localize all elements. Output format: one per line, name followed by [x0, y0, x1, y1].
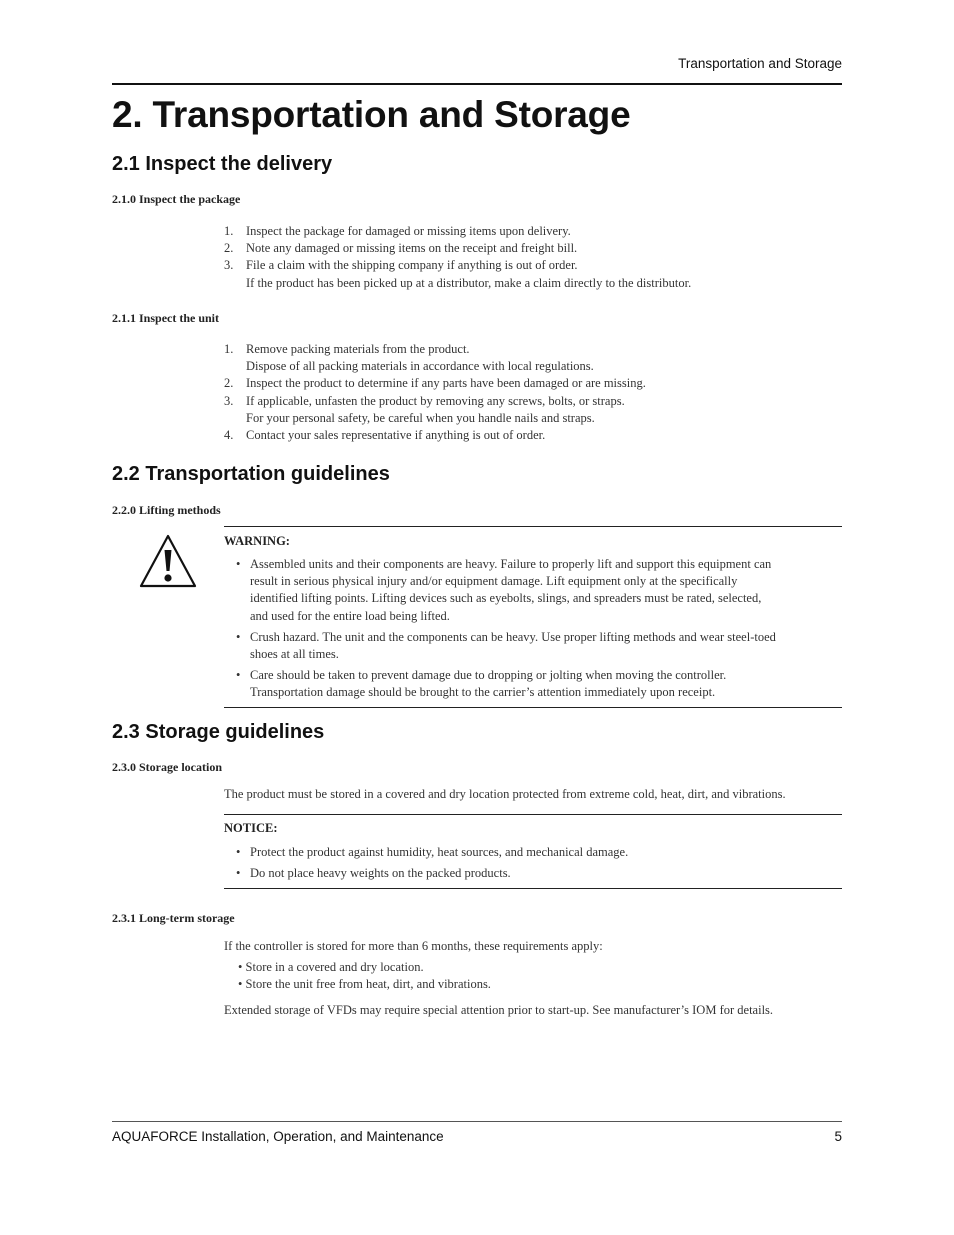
page-title: 2. Transportation and Storage: [112, 94, 631, 135]
package-inspection-steps: [224, 223, 691, 292]
list-item: 4. Contact your sales representative if anything is out of order.: [224, 428, 546, 443]
list-item: 3. If applicable, unfasten the product by removing any screws, bolts, or straps. For your personal safety, be careful when you handle nails and straps.: [224, 393, 625, 425]
notice-label: NOTICE:: [224, 821, 278, 835]
storage-location-text: The product must be stored in a covered and dry location protected from extreme cold, heat, dirt, and vibrations.: [224, 787, 786, 801]
list-item: 1. Remove packing materials from the product. Dispose of all packing materials in accordance with local regulations.: [224, 342, 594, 374]
list-item: • Assembled units and their components are heavy. Failure to properly lift and support this equipment can result in serious physical injury and/or equipment damage. Lift equipment only at the specifically identified lifting points. Lifting devices such as eyebolts, slings, and spreaders must be rated, selected, and used for the entire load being lifted.: [236, 556, 782, 625]
subsection-heading-2-2-0: 2.2.0 Lifting methods: [112, 503, 221, 517]
warning-list: [236, 556, 782, 702]
list-item: • Protect the product against humidity, heat sources, and mechanical damage.: [236, 844, 826, 861]
unit-inspection-steps: [224, 341, 646, 444]
list-item: 1. Inspect the package for damaged or missing items upon delivery.: [224, 224, 571, 238]
section-heading-2-1: 2.1 Inspect the delivery: [112, 153, 333, 175]
header-rule: [112, 83, 842, 85]
page-number: 5: [834, 1129, 842, 1144]
notice-top-rule: [224, 814, 842, 815]
list-item: • Store in a covered and dry location.: [238, 959, 491, 976]
subsection-heading-2-3-0: 2.3.0 Storage location: [112, 760, 222, 774]
footer-rule: [112, 1121, 842, 1122]
subsection-heading-2-1-1: 2.1.1 Inspect the unit: [112, 311, 220, 325]
warning-label: WARNING:: [224, 534, 290, 548]
list-item: 2. Note any damaged or missing items on the receipt and freight bill.: [224, 241, 578, 256]
footer-document-title: AQUAFORCE Installation, Operation, and Maintenance: [112, 1129, 444, 1144]
subsection-heading-2-1-0: 2.1.0 Inspect the package: [112, 192, 241, 206]
list-item: 3. File a claim with the shipping company if anything is out of order. If the product has been picked up at a distributor, make a claim directly to the distributor.: [224, 258, 692, 290]
list-item: 2. Inspect the product to determine if any parts have been damaged or are missing.: [224, 376, 646, 391]
list-item: • Store the unit free from heat, dirt, and vibrations.: [238, 976, 491, 993]
long-term-storage-note: Extended storage of VFDs may require special attention prior to start-up. See manufacturer’s IOM for details.: [224, 1003, 774, 1017]
long-term-storage-intro: If the controller is stored for more than 6 months, these requirements apply:: [224, 939, 603, 953]
notice-list: [236, 844, 826, 882]
list-item: • Do not place heavy weights on the packed products.: [236, 865, 826, 882]
section-heading-2-3: 2.3 Storage guidelines: [112, 721, 325, 743]
subsection-heading-2-3-1: 2.3.1 Long-term storage: [112, 911, 235, 925]
section-heading-2-2: 2.2 Transportation guidelines: [112, 463, 390, 485]
warning-bottom-rule: [224, 707, 842, 708]
notice-bottom-rule: [224, 888, 842, 889]
warning-top-rule: [224, 526, 842, 527]
warning-triangle-icon: [138, 533, 198, 589]
list-item: • Crush hazard. The unit and the components can be heavy. Use proper lifting methods and wear steel-toed shoes at all times.: [236, 629, 782, 663]
list-item: • Care should be taken to prevent damage due to dropping or jolting when moving the controller. Transportation damage should be brought to the carrier’s attention immediately upon receipt.: [236, 667, 782, 701]
long-term-storage-list: [238, 959, 491, 994]
running-header: Transportation and Storage: [678, 56, 842, 71]
